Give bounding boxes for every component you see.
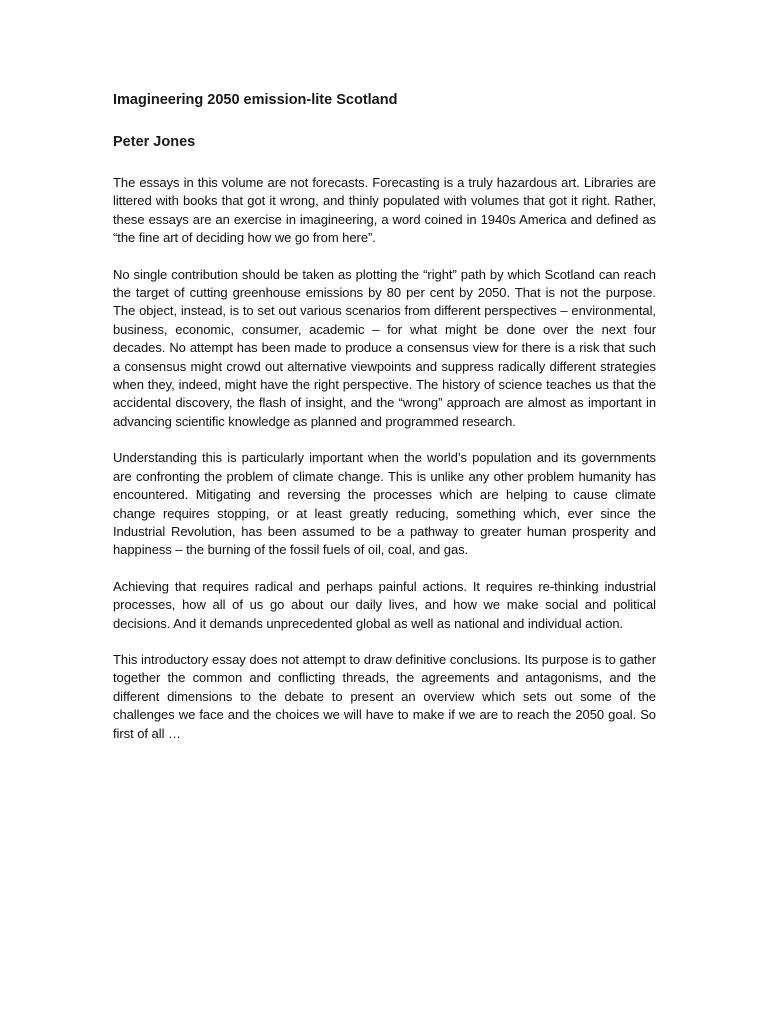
- document-title: Imagineering 2050 emission-lite Scotland: [113, 92, 398, 108]
- paragraph-5: This introductory essay does not attempt to draw definitive conclusions. Its purpose is to gather together the common and conflicting threads, the agreements and antagonisms, and the different dimensions to the debate to present an overview which sets out some of the challenges we face and the choices we will have to make if we are to reach the 2050 goal. So first of all …: [113, 651, 656, 741]
- paragraph-2: No single contribution should be taken as plotting the “right” path by which Scotland can reach the target of cutting greenhouse emissions by 80 per cent by 2050. That is not the purpose. The object, instead, is to set out various scenarios from different perspectives – environmental, business, economic, consumer, academic – for what might be done over the next four decades. No attempt has been made to produce a consensus view for there is a risk that such a consensus might crowd out alternative viewpoints and suppress radically different strategies when they, indeed, might have the right perspective. The history of science teaches us that the accidental discovery, the flash of insight, and the “wrong” approach are almost as important in advancing scientific knowledge as planned and programmed research.: [113, 266, 656, 429]
- paragraph-1: The essays in this volume are not forecasts. Forecasting is a truly hazardous art. Libraries are littered with books that got it wrong, and thinly populated with volumes that got it right. Rather, these essays are an exercise in imagineering, a word coined in 1940s America and defined as “the fine art of deciding how we go from here”.: [113, 175, 656, 246]
- author-name: Peter Jones: [113, 134, 196, 150]
- paragraph-4: Achieving that requires radical and perhaps painful actions. It requires re-thinking industrial processes, how all of us go about our daily lives, and how we make social and political decisions. And it demands unprecedented global as well as national and individual action.: [113, 578, 656, 631]
- paragraph-3: Understanding this is particularly important when the world’s population and its governments are confronting the problem of climate change. This is unlike any other problem humanity has encountered. Mitigating and reversing the processes which are helping to cause climate change requires stopping, or at least greatly reducing, something which, ever since the Industrial Revolution, has been assumed to be a pathway to greater human prosperity and happiness – the burning of the fossil fuels of oil, coal, and gas.: [113, 450, 656, 558]
- document-page: [113, 90, 656, 761]
